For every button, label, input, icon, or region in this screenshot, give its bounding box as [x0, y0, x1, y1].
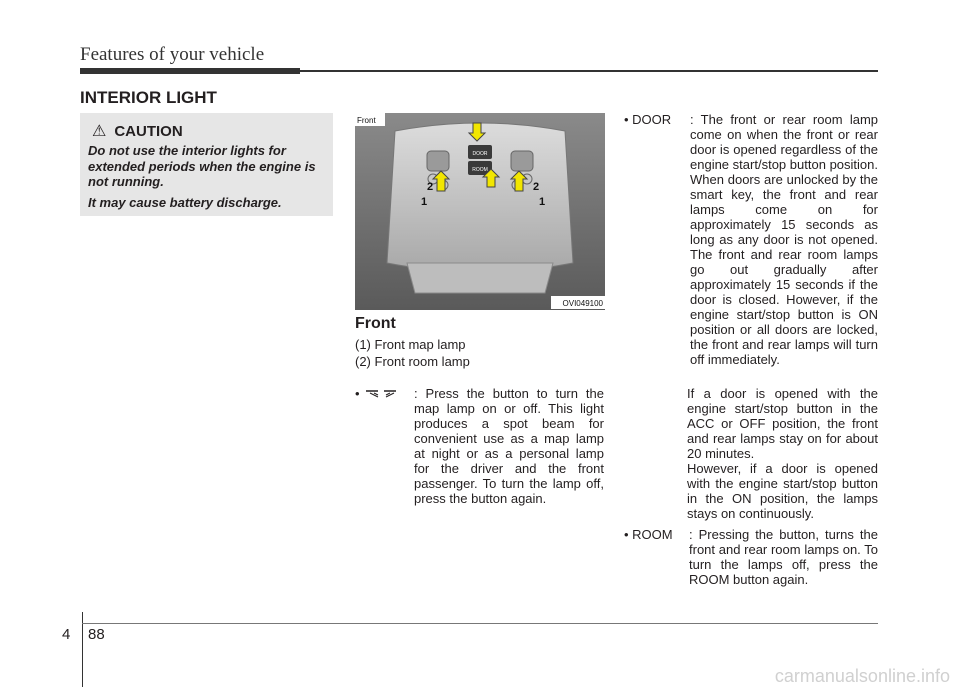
warning-triangle-icon: ⚠ — [92, 123, 107, 140]
door-paragraph-acc: If a door is opened with the engine start/stop button in the ACC or OFF position, the front and rear lamps stay on for about 20 minutes. — [687, 386, 878, 461]
watermark: carmanualsonline.info — [774, 666, 950, 686]
header-rule — [300, 70, 878, 72]
section-title: INTERIOR LIGHT — [80, 88, 217, 107]
footer-horizontal-rule — [82, 623, 878, 624]
front-lamp-item-1: (1) Front map lamp — [355, 337, 466, 352]
figure-front-label: Front — [357, 116, 376, 125]
chapter-number: 4 — [62, 626, 71, 643]
door-label: • DOOR — [624, 112, 672, 127]
front-heading: Front — [355, 315, 396, 332]
caution-title: CAUTION — [114, 122, 183, 140]
caution-line-2: It may cause battery discharge. — [88, 194, 282, 210]
map-lamp-bullet: • — [355, 386, 400, 401]
door-paragraph-on: However, if a door is opened with the engine start/stop button in the ON position, the lamps stays on continuously. — [687, 461, 878, 521]
front-lamp-item-2: (2) Front room lamp — [355, 354, 470, 369]
front-lamp-list — [355, 336, 470, 370]
room-description: : Pressing the button, turns the front and rear room lamps on. To turn the lamps off, press the ROOM button again. — [689, 527, 878, 587]
page-header-title: Features of your vehicle — [80, 44, 265, 65]
room-button-label: ROOM — [472, 167, 488, 173]
caution-box — [80, 113, 333, 216]
room-label: • ROOM — [624, 527, 673, 542]
caution-body — [88, 143, 328, 215]
door-description: : The front or rear room lamp come on when the front or rear door is opened regardless of the engine start/stop button position. When doors are unlocked by the smart key, the front and rear lamps come on for approximately 15 seconds as long as any door is not opened. The front and rear room lamps go out gradually after approximately 15 seconds if the door is closed. However, if the engine start/stop button is ON position or all doors are locked, the front and rear lamps will turn off immediately. — [690, 112, 878, 367]
callout-1-right: 1 — [539, 196, 546, 208]
callout-1-left: 1 — [421, 196, 428, 208]
page-number: 88 — [88, 626, 105, 643]
overhead-console-photo — [355, 113, 605, 310]
map-lamp-description: : Press the button to turn the map lamp on or off. This light produces a spot beam for convenient use as a map lamp at night or as a personal lamp for the driver and the front passenger. To turn the lamp off, press the button again. — [414, 386, 604, 506]
caution-heading — [92, 121, 183, 141]
header-bar — [80, 68, 300, 74]
door-button-label: DOOR — [472, 151, 488, 157]
map-lamp-icon — [364, 389, 400, 399]
figure-code: OVI049100 — [562, 299, 603, 308]
caution-line-1: Do not use the interior lights for extended periods when the engine is not running. — [88, 143, 316, 189]
overhead-console-illustration — [355, 113, 605, 310]
callout-2-right: 2 — [533, 181, 540, 193]
callout-2-left: 2 — [427, 181, 434, 193]
